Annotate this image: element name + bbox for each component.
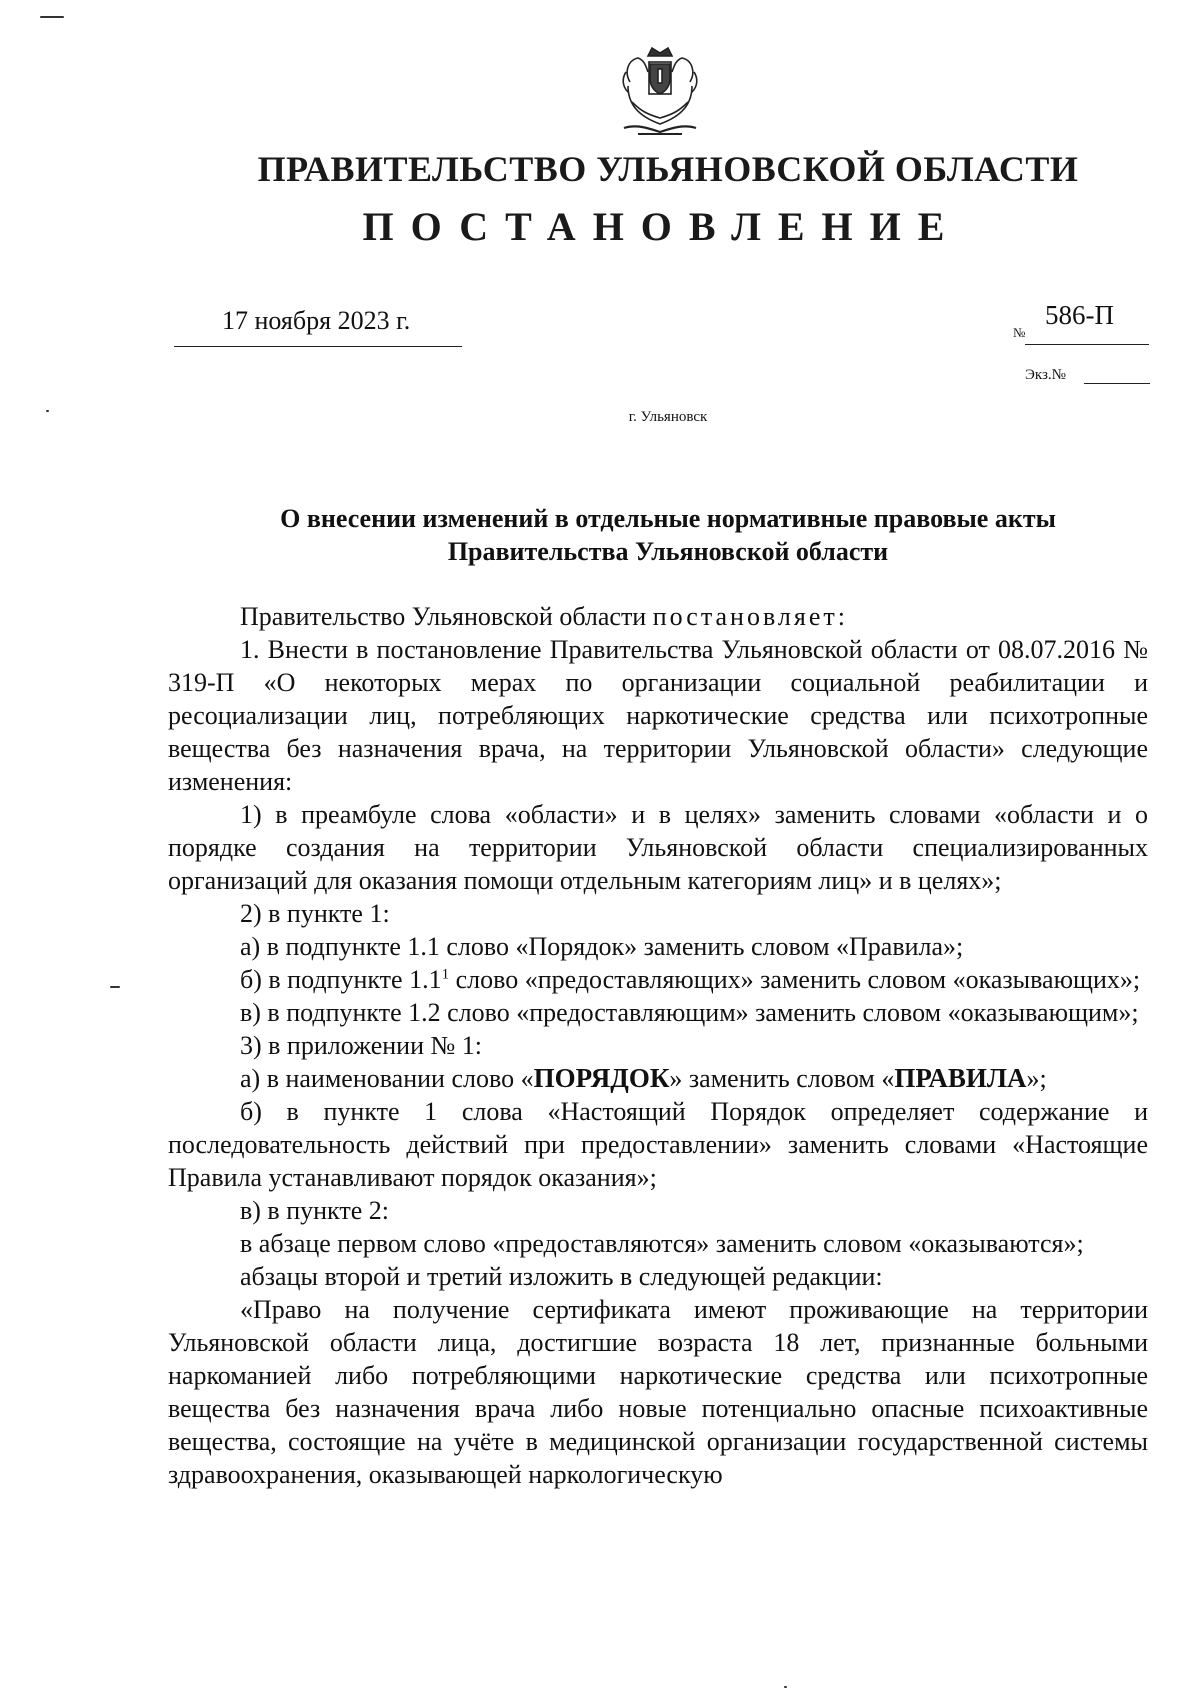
subject-line-2: Правительства Ульяновской области [447,537,889,566]
subitem-2b-start: б) в подпункте 1.1 [240,965,442,994]
subitem-2b-end: слово «предоставляющих» заменить словом «оказывающих»; [449,965,1141,994]
paragraph-intro [168,600,1148,633]
paragraph-subitem-2: 2) в пункте 1: [240,899,390,928]
document-number: 586-П [1045,300,1114,330]
number-underline [1025,344,1149,345]
paragraph-subitem-3c: в) в пункте 2: [240,1196,389,1225]
city: г. Ульяновск [628,409,708,425]
subitem-3a-end: »; [1026,1064,1047,1093]
paragraph-abzac-1: в абзаце первом слово «предоставляются» заменить словом «оказываются»; [240,1229,1084,1258]
number-label: № [1013,325,1026,340]
paragraph-subitem-2a: а) в подпункте 1.1 слово «Порядок» заменить словом «Правила»; [240,932,964,961]
scan-speck [46,410,49,412]
document-body [168,600,1148,1491]
copy-number-underline [1084,383,1150,384]
paragraph-subitem-3b: б) в пункте 1 слова «Настоящий Порядок определяет содержание и последовательность действий при предоставлении» заменить словами «Настоящие Правила устанавливают порядок оказания»; [168,1097,1148,1192]
bold-word-old: ПОРЯДОК [533,1063,670,1093]
paragraph-quote: «Право на получение сертификата имеют проживающие на территории Ульяновской области лица, достигшие возраста 18 лет, признанные больными наркоманией либо потребляющими наркотические средства или психотропные вещества без назначения врача либо новые потенциально опасные психоактивные вещества, состоящие на учёте в медицинской организации государственной системы здравоохранения, оказывающей наркологическую [168,1295,1148,1489]
scan-speck [110,986,120,988]
coat-of-arms-emblem [612,42,708,150]
intro-verb: постановляет: [652,602,848,631]
paragraph-subitem-3a [168,1062,1148,1095]
document-subject [160,502,1176,568]
organization-title: ПРАВИТЕЛЬСТВО УЛЬЯНОВСКОЙ ОБЛАСТИ [257,149,1079,189]
subitem-3a-start: а) в наименовании слово « [240,1064,534,1093]
paragraph-abzac-2-3: абзацы второй и третий изложить в следующей редакции: [240,1262,883,1291]
scan-mark [40,16,64,18]
paragraph-item-1: 1. Внести в постановление Правительства Ульяновской области от 08.07.2016 № 319-П «О некоторых мерах по организации социальной реабилитации и ресоциализации лиц, потребляющих наркотические средства или психотропные вещества без назначения врача, на территории Ульяновской области» следующие изменения: [168,635,1148,796]
superscript: 1 [441,966,450,983]
paragraph-subitem-1: 1) в преамбуле слова «области» и в целях» заменить словами «области и о порядке создания на территории Ульяновской области специализированных организаций для оказания помощи отдельным категориям лиц» и в целях»; [168,800,1148,895]
copy-number-label: Экз.№ [1025,367,1066,383]
document-date: 17 ноября 2023 г. [222,306,411,335]
paragraph-subitem-3: 3) в приложении № 1: [240,1031,483,1060]
paragraph-subitem-2c: в) в подпункте 1.2 слово «предоставляющим» заменить словом «оказывающим»; [240,998,1139,1027]
subitem-3a-mid: » заменить словом « [669,1064,895,1093]
subject-line-1: О внесении изменений в отдельные нормативные правовые акты [280,504,1056,533]
document-type: ПОСТАНОВЛЕНИЕ [362,204,962,249]
paragraph-subitem-2b [168,963,1148,996]
date-underline [174,346,462,347]
intro-text: Правительство Ульяновской области [240,602,653,631]
scan-speck [784,1686,787,1688]
bold-word-new: ПРАВИЛА [894,1063,1027,1093]
